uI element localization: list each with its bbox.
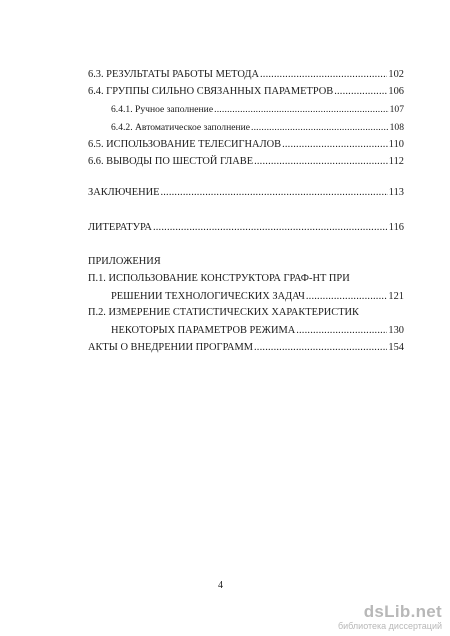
toc-leader-dots (251, 122, 389, 134)
toc-entry-page: 110 (388, 139, 404, 150)
toc-entry-page: 116 (388, 222, 404, 233)
toc-leader-dots (160, 187, 387, 199)
toc-entry[interactable] (111, 325, 404, 337)
toc-entry-page: 102 (388, 69, 404, 80)
toc-entry-title: 6.6. ВЫВОДЫ ПО ШЕСТОЙ ГЛАВЕ (88, 156, 254, 167)
toc-entry-title: 6.4. ГРУППЫ СИЛЬНО СВЯЗАННЫХ ПАРАМЕТРОВ (88, 86, 334, 97)
toc-entry-title: АКТЫ О ВНЕДРЕНИИ ПРОГРАММ (88, 342, 253, 353)
toc-entry-title: 6.5. ИСПОЛЬЗОВАНИЕ ТЕЛЕСИГНАЛОВ (88, 139, 282, 150)
toc-leader-dots (153, 222, 388, 234)
toc-leader-dots (260, 69, 387, 81)
toc-entry[interactable] (111, 104, 404, 116)
toc-entry-page: 121 (388, 291, 404, 302)
toc-entry-page: 108 (389, 122, 404, 133)
toc-leader-dots (282, 139, 388, 151)
toc-entry-page: 107 (389, 104, 404, 115)
toc-entry[interactable] (88, 342, 404, 354)
watermark (326, 602, 444, 632)
toc-entry-page: 113 (388, 187, 404, 198)
toc-leader-dots (306, 291, 388, 303)
page-number: 4 (218, 580, 223, 591)
toc-entry-page: 106 (388, 86, 404, 97)
watermark-subtitle: библиотека диссертаций (337, 621, 442, 631)
toc-entry[interactable] (88, 156, 404, 168)
toc-entry[interactable] (88, 86, 404, 98)
toc-leader-dots (254, 342, 387, 354)
toc-entry[interactable] (111, 122, 404, 134)
appendix-p1-title: П.1. ИСПОЛЬЗОВАНИЕ КОНСТРУКТОРА ГРАФ-НТ ПРИ (88, 273, 350, 284)
toc-entry-title: ЛИТЕРАТУРА (88, 222, 152, 233)
appendix-p2-title: П.2. ИЗМЕРЕНИЕ СТАТИСТИЧЕСКИХ ХАРАКТЕРИСТИК (88, 307, 359, 318)
toc-leader-dots (254, 156, 388, 168)
toc-entry[interactable] (88, 222, 404, 234)
toc-entry-title: НЕКОТОРЫХ ПАРАМЕТРОВ РЕЖИМА (111, 325, 296, 336)
toc-entry-page: 154 (388, 342, 404, 353)
toc-entry-title: ЗАКЛЮЧЕНИЕ (88, 187, 160, 198)
watermark-logo: dsLib.net (363, 602, 442, 621)
toc-entry[interactable] (88, 187, 404, 199)
toc-entry[interactable] (111, 291, 404, 303)
toc-entry-page: 130 (388, 325, 404, 336)
toc-leader-dots (214, 104, 389, 116)
appendix-heading: ПРИЛОЖЕНИЯ (88, 256, 161, 267)
toc-leader-dots (334, 86, 387, 98)
toc-entry-title: 6.4.2. Автоматическое заполнение (111, 122, 250, 133)
toc-entry-title: РЕШЕНИИ ТЕХНОЛОГИЧЕСКИХ ЗАДАЧ (111, 291, 305, 302)
toc-entry[interactable] (88, 139, 404, 151)
toc-entry[interactable] (88, 69, 404, 81)
toc-entry-title: 6.3. РЕЗУЛЬТАТЫ РАБОТЫ МЕТОДА (88, 69, 259, 80)
toc-entry-page: 112 (388, 156, 404, 167)
toc-entry-title: 6.4.1. Ручное заполнение (111, 104, 214, 115)
toc-leader-dots (296, 325, 387, 337)
